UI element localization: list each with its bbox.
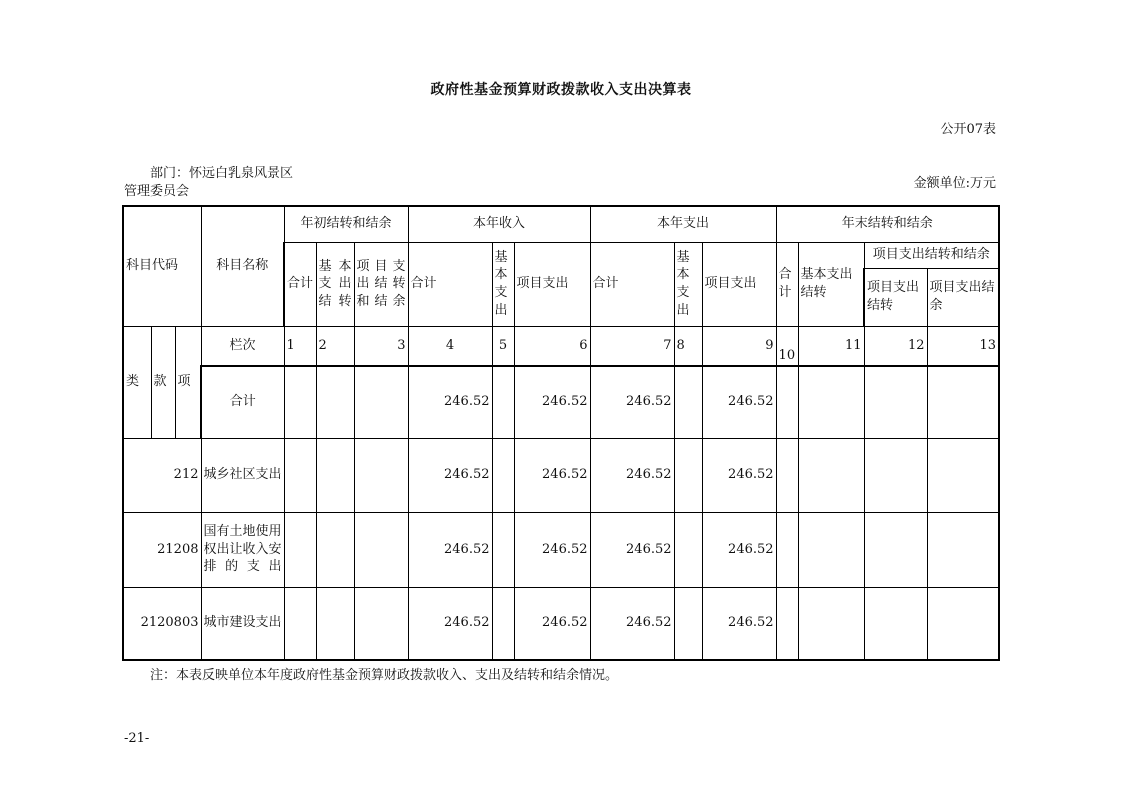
table-row xyxy=(123,366,999,438)
cell-income-total: 246.52 xyxy=(408,438,492,512)
col-number: 7 xyxy=(590,326,674,366)
table-row xyxy=(123,512,999,587)
col-number: 12 xyxy=(864,326,927,366)
header-row-1 xyxy=(123,206,999,242)
column-index-label: 栏次 xyxy=(201,326,284,366)
cell-expense-total: 246.52 xyxy=(590,587,674,660)
header-end-basic: 基本支出结转 xyxy=(798,242,864,326)
table-row xyxy=(123,438,999,512)
header-subject-code: 科目代码 xyxy=(123,206,201,326)
cell-expense-project: 246.52 xyxy=(702,438,776,512)
row-code: 2120803 xyxy=(123,587,201,660)
cell-income-total: 246.52 xyxy=(408,587,492,660)
row-name: 城市建设支出 xyxy=(201,587,284,660)
header-section: 款 xyxy=(151,326,175,438)
header-end-carry: 年末结转和结余 xyxy=(776,206,999,242)
header-begin-total: 合计 xyxy=(284,242,316,326)
header-income-project: 项目支出 xyxy=(514,242,590,326)
department-line-2: 管理委员会 xyxy=(124,184,190,199)
footnote: 注：本表反映单位本年度政府性基金预算财政拨款收入、支出及结转和结余情况。 xyxy=(150,668,619,683)
col-number: 13 xyxy=(927,326,999,366)
table-row xyxy=(123,587,999,660)
cell-expense-total: 246.52 xyxy=(590,438,674,512)
header-expense-project: 项目支出 xyxy=(702,242,776,326)
col-number: 11 xyxy=(798,326,864,366)
cell-income-total: 246.52 xyxy=(408,366,492,438)
cell-expense-project: 246.52 xyxy=(702,366,776,438)
header-category: 类 xyxy=(123,326,151,438)
cell-expense-project: 246.52 xyxy=(702,587,776,660)
header-end-project-carry: 项目支出结转 xyxy=(864,268,927,326)
page-number: -21- xyxy=(124,731,150,746)
header-expense: 本年支出 xyxy=(590,206,776,242)
col-number: 4 xyxy=(408,326,492,366)
header-end-total: 合计 xyxy=(776,242,798,326)
header-end-project-group: 项目支出结转和结余 xyxy=(864,242,999,268)
cell-expense-total: 246.52 xyxy=(590,366,674,438)
header-item: 项 xyxy=(175,326,201,438)
budget-table xyxy=(122,205,1000,661)
col-number: 2 xyxy=(316,326,354,366)
row-code: 212 xyxy=(123,438,201,512)
header-begin-basic: 基本支出结转 xyxy=(316,242,354,326)
header-income-basic: 基本支出 xyxy=(492,242,514,326)
header-begin-project: 项目支出结转和结余 xyxy=(354,242,408,326)
col-number: 3 xyxy=(354,326,408,366)
header-end-project-surplus: 项目支出结余 xyxy=(927,268,999,326)
table-number: 公开07表 xyxy=(940,122,996,137)
row-name: 城乡社区支出 xyxy=(201,438,284,512)
col-number: 10 xyxy=(776,326,798,366)
col-number: 6 xyxy=(514,326,590,366)
col-number: 8 xyxy=(674,326,702,366)
header-begin-carry: 年初结转和结余 xyxy=(284,206,408,242)
cell-income-project: 246.52 xyxy=(514,587,590,660)
column-index-row xyxy=(123,326,999,366)
header-income: 本年收入 xyxy=(408,206,590,242)
header-expense-total: 合计 xyxy=(590,242,674,326)
cell-income-project: 246.52 xyxy=(514,512,590,587)
header-subject-name: 科目名称 xyxy=(201,206,284,326)
department-line-1: 部门：怀远白乳泉风景区 xyxy=(150,166,294,181)
amount-unit: 金额单位:万元 xyxy=(913,176,996,191)
row-name: 合计 xyxy=(201,366,284,438)
row-code: 21208 xyxy=(123,512,201,587)
cell-income-project: 246.52 xyxy=(514,438,590,512)
cell-expense-total: 246.52 xyxy=(590,512,674,587)
header-income-total: 合计 xyxy=(408,242,492,326)
col-number: 5 xyxy=(492,326,514,366)
cell-expense-project: 246.52 xyxy=(702,512,776,587)
cell-income-project: 246.52 xyxy=(514,366,590,438)
row-name: 国有土地使用权出让收入安排的支出 xyxy=(201,512,284,587)
header-expense-basic: 基本支出 xyxy=(674,242,702,326)
page-title: 政府性基金预算财政拨款收入支出决算表 xyxy=(430,82,692,98)
col-number: 1 xyxy=(284,326,316,366)
cell-income-total: 246.52 xyxy=(408,512,492,587)
col-number: 9 xyxy=(702,326,776,366)
